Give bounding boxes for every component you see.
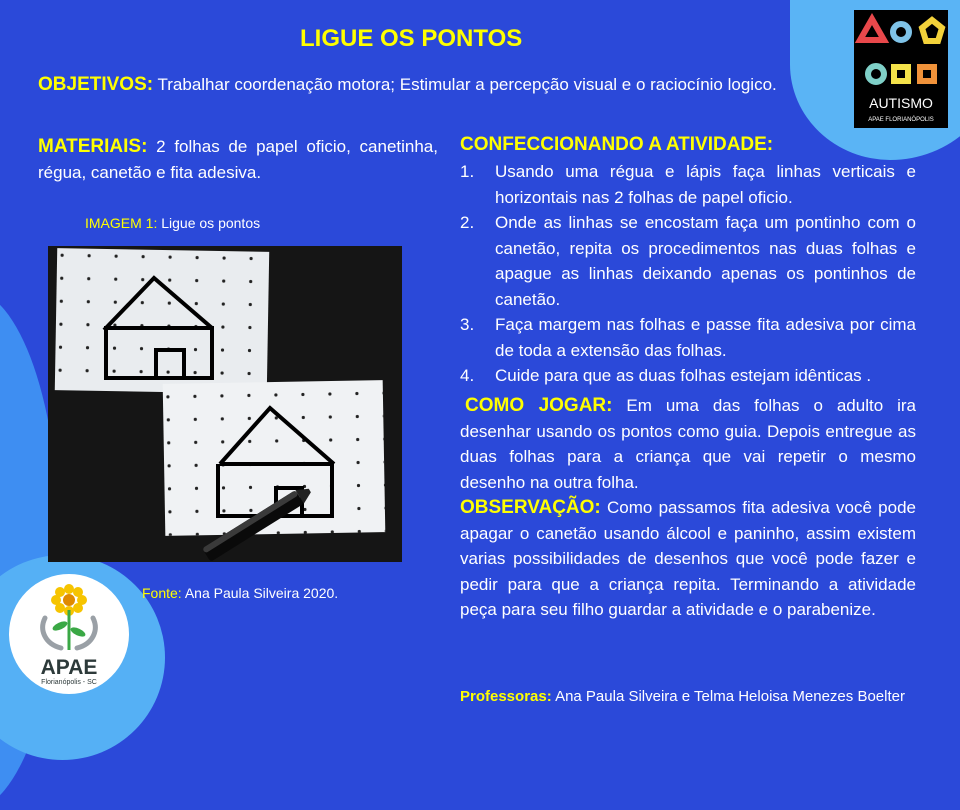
- objectives-text: Trabalhar coordenação motora; Estimular a percepção visual e o raciocínio logico.: [157, 75, 777, 94]
- observacao-text: Como passamos fita adesiva você pode apagar o canetão usando álcool e paninho, assim existem varias possibilidades de desenhos que você pode fazer e pedir para que a criança repita. Terminando a atividade peça para seu filho guardar a atividade e o parabenize.: [460, 498, 916, 619]
- step-text: Usando uma régua e lápis faça linhas verticais e horizontais nas 2 folhas de papel oficio.: [495, 162, 916, 207]
- footer-text: Ana Paula Silveira e Telma Heloisa Menezes Boelter: [555, 688, 905, 705]
- objectives-label: OBJETIVOS:: [38, 74, 154, 95]
- materials-section: [38, 134, 438, 185]
- step-text: Cuide para que as duas folhas estejam idênticas .: [495, 366, 872, 385]
- step-number: 3.: [460, 315, 475, 334]
- autismo-logo-icon: [854, 10, 948, 128]
- observacao-section: [460, 495, 916, 623]
- observacao-label: OBSERVAÇÃO:: [460, 497, 601, 518]
- materials-text: 2 folhas de papel oficio, canetinha, régua, canetão e fita adesiva.: [38, 137, 438, 182]
- como-jogar-label: COMO JOGAR:: [465, 395, 613, 416]
- steps-list: [460, 159, 916, 389]
- autismo-logo-text: AUTISMO: [869, 95, 933, 111]
- apae-logo-text: APAE: [40, 656, 98, 679]
- como-jogar-section: [460, 393, 916, 495]
- materials-label: MATERIAIS:: [38, 136, 148, 157]
- list-item: [460, 210, 916, 312]
- footer-label: Professoras:: [460, 688, 552, 705]
- autismo-logo-sub: APAE FLORIANÓPOLIS: [868, 117, 934, 123]
- step-number: 1.: [460, 162, 475, 181]
- activity-photo: [48, 246, 402, 562]
- source-prefix: Fonte:: [142, 585, 182, 601]
- list-item: [460, 312, 916, 363]
- apae-logo: [9, 574, 129, 694]
- page-title: LIGUE OS PONTOS: [300, 25, 523, 52]
- image-source: [142, 585, 338, 601]
- list-item: [460, 363, 916, 389]
- source-text: Ana Paula Silveira 2020.: [184, 585, 339, 601]
- list-item: [460, 159, 916, 210]
- apae-flower-icon: [9, 574, 129, 694]
- como-jogar-text: Em uma das folhas o adulto ira desenhar usando os pontos como guia. Depois entregue as duas folhas para a criança que vai repetir o mesmo desenho na outra folha.: [460, 396, 916, 492]
- apae-logo-sub: Florianópolis - SC: [41, 679, 97, 686]
- step-text: Faça margem nas folhas e passe fita adesiva por cima de toda a extensão das folhas.: [495, 315, 916, 360]
- objectives-section: [38, 72, 782, 98]
- step-number: 4.: [460, 366, 475, 385]
- dot-drawing-photo: [48, 246, 402, 562]
- image-caption-text: Ligue os pontos: [161, 215, 261, 231]
- image-caption-prefix: IMAGEM 1:: [85, 215, 158, 231]
- autismo-logo: [854, 10, 948, 128]
- footer-credits: [460, 688, 905, 705]
- image-caption: [85, 215, 260, 231]
- confeccionando-heading: CONFECCIONANDO A ATIVIDADE:: [460, 134, 774, 155]
- step-text: Onde as linhas se encostam faça um pontinho com o canetão, repita os procedimentos nas duas folhas e apague as linhas deixando apenas os pontinhos de canetão.: [495, 213, 916, 309]
- step-number: 2.: [460, 213, 475, 232]
